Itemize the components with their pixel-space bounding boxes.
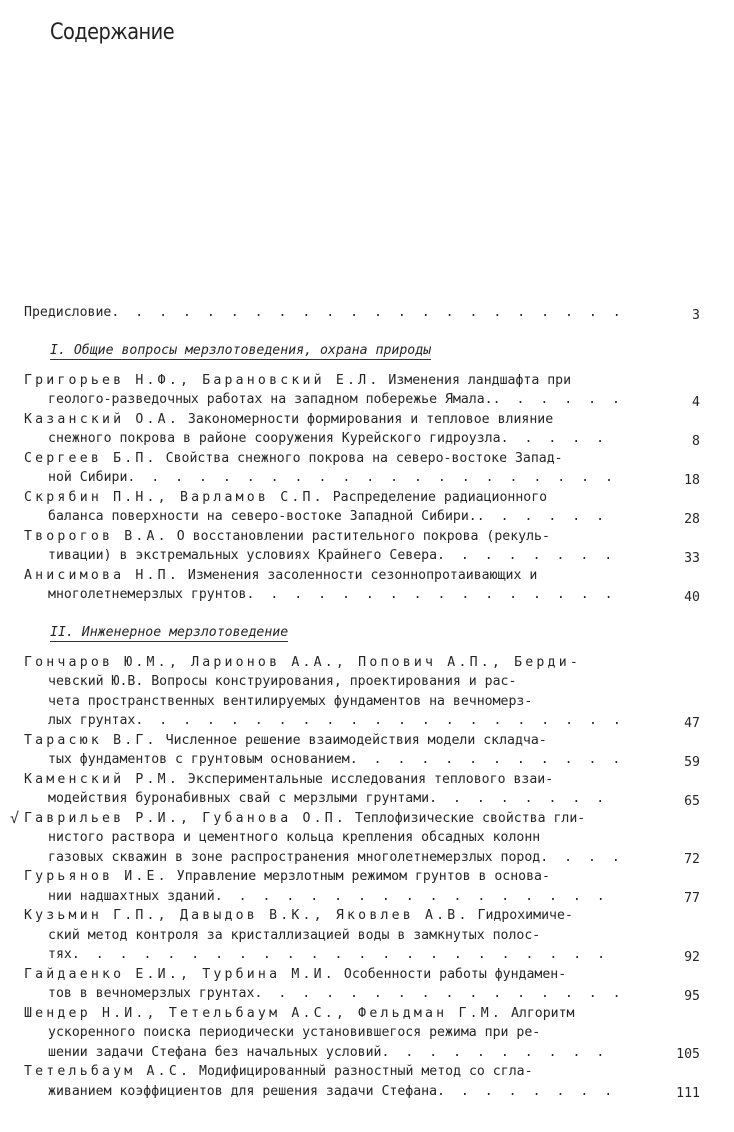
leader-dots: [127, 468, 622, 488]
entry-author: Гаврильев Р.И., Губанова О.П.: [24, 810, 348, 826]
toc-entry: [24, 770, 726, 809]
entry-author: Тарасюк В.Г.: [24, 732, 158, 748]
entry-title: тов в вечномерзлых грунтах: [48, 986, 255, 1001]
toc-entry: [24, 488, 726, 527]
entry-author: Гончаров Ю.М., Ларионов А.А., Попович А.П., Берди-: [24, 654, 581, 670]
section-1-entries: [24, 371, 726, 605]
toc-entry: [24, 527, 726, 566]
page-number: 40: [684, 589, 700, 605]
entry-title: баланса поверхности на северо-востоке Западной Сибири.: [48, 509, 477, 524]
entry-author: Сергеев Б.П.: [24, 450, 158, 466]
entry-title: Управление мерзлотным режимом грунтов в основа-: [176, 869, 550, 884]
entry-title: ский метод контроля за кристаллизацией воды в замкнутых полос-: [48, 927, 541, 943]
leader-dots: [540, 848, 622, 868]
entry-title: Особенности работы фундамен-: [343, 966, 567, 982]
page-number: 77: [684, 891, 700, 906]
leader-dots: [429, 789, 622, 809]
toc-entry: [24, 867, 726, 906]
entry-author: Казанский О.А.: [24, 411, 180, 427]
leader-dots: [381, 1043, 622, 1063]
leader-dots: [493, 390, 622, 410]
entry-title: Свойства снежного покрова на северо-востоке Запад-: [165, 450, 563, 466]
section-heading-2: II. Инженерное мерзлотоведение: [50, 624, 289, 640]
toc-entry: [24, 653, 726, 731]
section-2-entries: [10, 653, 726, 1102]
entry-author: Анисимова Н.П.: [24, 567, 180, 583]
toc-entry-preface: [24, 303, 726, 323]
toc-entry: [10, 808, 726, 868]
toc-entry: [24, 566, 726, 605]
page-number: 33: [684, 550, 700, 566]
page-number: 105: [676, 1047, 700, 1062]
entry-title: газовых скважин в зоне распространения многолетнемерзлых пород: [48, 849, 541, 865]
leader-dots: [111, 303, 622, 323]
entry-title: живанием коэффициентов для решения задачи Стефана: [48, 1083, 438, 1099]
toc-entry: [24, 449, 726, 488]
entry-title: нии надшахтных зданий: [48, 888, 215, 904]
leader-dots: [254, 984, 622, 1004]
entry-title: ускоренного поиска периодически установившегося режима при ре-: [48, 1025, 541, 1040]
entry-title: Экспериментальные исследования теплового взаи-: [187, 771, 554, 787]
entry-title: Изменения засоленности сезоннопротаивающих и: [187, 567, 538, 583]
page-number: 65: [684, 793, 700, 809]
entry-title: лых грунтах: [48, 713, 136, 728]
entry-title: Гидрохимиче-: [477, 908, 573, 923]
page-number: 18: [684, 472, 700, 488]
page-number: 47: [684, 715, 700, 731]
entry-title: геолого-разведочных работах на западном побережье Ямала.: [48, 392, 493, 407]
page-number: 95: [684, 988, 700, 1004]
entry-title: О восстановлении растительного покрова (рекуль-: [176, 528, 550, 544]
entry-title: тивации) в экстремальных условиях Крайнего Севера: [48, 548, 438, 563]
entry-title: Закономерности формирования и тепловое влияние: [187, 411, 554, 427]
toc-entry: [24, 731, 726, 770]
entry-title: ной Сибири: [48, 470, 128, 485]
entry-title: многолетнемерзлых грунтов: [48, 587, 247, 602]
entry-title: снежного покрова в районе сооружения Курейского гидроузла: [48, 431, 501, 446]
entry-title: Предисловие: [24, 305, 112, 320]
page-number: 3: [692, 307, 700, 323]
leader-dots: [437, 546, 622, 566]
page-number: 59: [684, 754, 700, 770]
entry-title: тях: [48, 947, 72, 962]
entry-author: Тетельбаум А.С.: [24, 1064, 192, 1079]
entry-author: Гайдаенко Е.И., Турбина М.И.: [24, 966, 336, 982]
leader-dots: [501, 429, 622, 449]
entry-title: Теплофизические свойства гли-: [355, 810, 586, 826]
entry-author: Григорьев Н.Ф., Барановский Е.Л.: [24, 372, 381, 388]
entry-author: Кузьмин Г.П., Давыдов В.К., Яковлев А.В.: [24, 908, 470, 923]
entry-title: Алгоритм: [510, 1005, 575, 1021]
table-of-contents: [10, 303, 726, 1101]
toc-entry: [24, 410, 726, 449]
leader-dots: [437, 1082, 622, 1102]
entry-title: нистого раствора и цементного кольца крепления обсадных колонн: [48, 830, 541, 845]
toc-entry: [24, 371, 726, 410]
entry-title: Модифицированный разностный метод со сгла-: [199, 1064, 533, 1079]
entry-title: тых фундаментов с грунтовым основанием: [48, 752, 350, 767]
entry-title: шении задачи Стефана без начальных условий: [48, 1044, 382, 1060]
leader-dots: [215, 887, 622, 907]
leader-dots: [350, 750, 622, 770]
entry-title: чета пространственных вентилируемых фундаментов на вечномерз-: [48, 693, 533, 709]
entry-title: Изменения ландшафта при: [388, 372, 572, 388]
entry-title: Распределение радиационного: [332, 489, 548, 505]
entry-author: Каменский Р.М.: [24, 771, 180, 787]
leader-dots: [72, 945, 622, 965]
page-number: 92: [684, 949, 700, 965]
entry-author: Шендер Н.И., Тетельбаум А.С., Фельдман Г.М.: [24, 1005, 504, 1021]
toc-entry: [24, 906, 726, 965]
entry-author: Гурьянов И.Е.: [24, 869, 169, 884]
toc-entry: [24, 1062, 726, 1101]
entry-author: Скрябин П.Н., Варламов С.П.: [24, 489, 325, 505]
toc-entry: [24, 965, 726, 1004]
page-number: 111: [676, 1086, 700, 1101]
entry-title: Численное решение взаимодействия модели складча-: [165, 732, 547, 748]
page-title: Содержание: [50, 20, 175, 45]
section-heading-1: I. Общие вопросы мерзлотоведения, охрана природы: [50, 342, 432, 358]
page-number: 8: [692, 433, 700, 449]
toc-entry: [24, 1004, 726, 1063]
leader-dots: [247, 585, 623, 605]
leader-dots: [477, 507, 622, 527]
page-number: 28: [684, 511, 700, 527]
entry-title: модействия буронабивных свай с мерзлыми грунтами: [48, 791, 430, 806]
entry-author: Творогов В.А.: [24, 528, 169, 544]
entry-title: чевский Ю.В. Вопросы конструирования, проектирования и рас-: [48, 674, 517, 689]
page-number: 4: [692, 394, 700, 410]
check-mark: √: [10, 808, 20, 827]
leader-dots: [135, 711, 622, 731]
page-number: 72: [684, 852, 700, 867]
